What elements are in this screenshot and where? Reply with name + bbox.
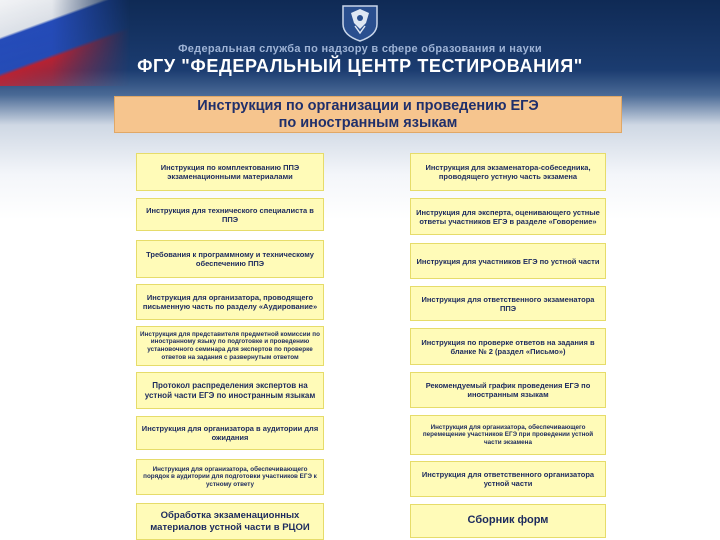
organization-name: ФГУ "ФЕДЕРАЛЬНЫЙ ЦЕНТР ТЕСТИРОВАНИЯ" (137, 56, 583, 76)
coat-of-arms-icon (339, 2, 381, 42)
doc-link-right-8[interactable]: Инструкция для ответственного организатора устной части (410, 461, 606, 497)
doc-link-left-7[interactable]: Инструкция для организатора в аудитории для ожидания (136, 416, 324, 450)
doc-link-right-2[interactable]: Инструкция для эксперта, оценивающего устные ответы участников ЕГЭ в разделе «Говорение» (410, 198, 606, 235)
doc-link-right-1[interactable]: Инструкция для экзаменатора-собеседника, проводящего устную часть экзамена (410, 153, 606, 191)
doc-link-left-5[interactable]: Инструкция для представителя предметной комиссии по иностранному языку по подготовке и проведению установочного семинара для экспертов по проверке ответов на задания с развернутым ответом (136, 326, 324, 366)
page-title-line-1: Инструкция по организации и проведению ЕГЭ (197, 98, 539, 114)
doc-link-left-4[interactable]: Инструкция для организатора, проводящего письменную часть по разделу «Аудирование» (136, 284, 324, 320)
doc-link-right-9[interactable]: Сборник форм (410, 504, 606, 538)
doc-link-left-1[interactable]: Инструкция по комплектованию ППЭ экзаменационными материалами (136, 153, 324, 191)
agency-name: Федеральная служба по надзору в сфере образования и науки (178, 43, 542, 55)
page-title (114, 96, 622, 133)
doc-link-left-2[interactable]: Инструкция для технического специалиста в ППЭ (136, 198, 324, 231)
doc-link-right-7[interactable]: Инструкция для организатора, обеспечивающего перемещение участников ЕГЭ при проведении устной части экзамена (410, 415, 606, 455)
doc-link-right-5[interactable]: Инструкция по проверке ответов на задания в бланке № 2 (раздел «Письмо») (410, 328, 606, 365)
doc-link-right-4[interactable]: Инструкция для ответственного экзаменатора ППЭ (410, 286, 606, 321)
doc-link-left-6[interactable]: Протокол распределения экспертов на устной части ЕГЭ по иностранным языкам (136, 372, 324, 409)
page-title-line-2: по иностранным языкам (278, 115, 458, 131)
doc-link-right-6[interactable]: Рекомендуемый график проведения ЕГЭ по иностранным языкам (410, 372, 606, 408)
doc-link-left-3[interactable]: Требования к программному и техническому обеспечению ППЭ (136, 240, 324, 278)
doc-link-right-3[interactable]: Инструкция для участников ЕГЭ по устной части (410, 243, 606, 279)
doc-link-left-8[interactable]: Инструкция для организатора, обеспечивающего порядок в аудитории для подготовки участников ЕГЭ к устному ответу (136, 459, 324, 495)
doc-link-left-9[interactable]: Обработка экзаменационных материалов устной части в РЦОИ (136, 503, 324, 540)
header (0, 0, 720, 88)
